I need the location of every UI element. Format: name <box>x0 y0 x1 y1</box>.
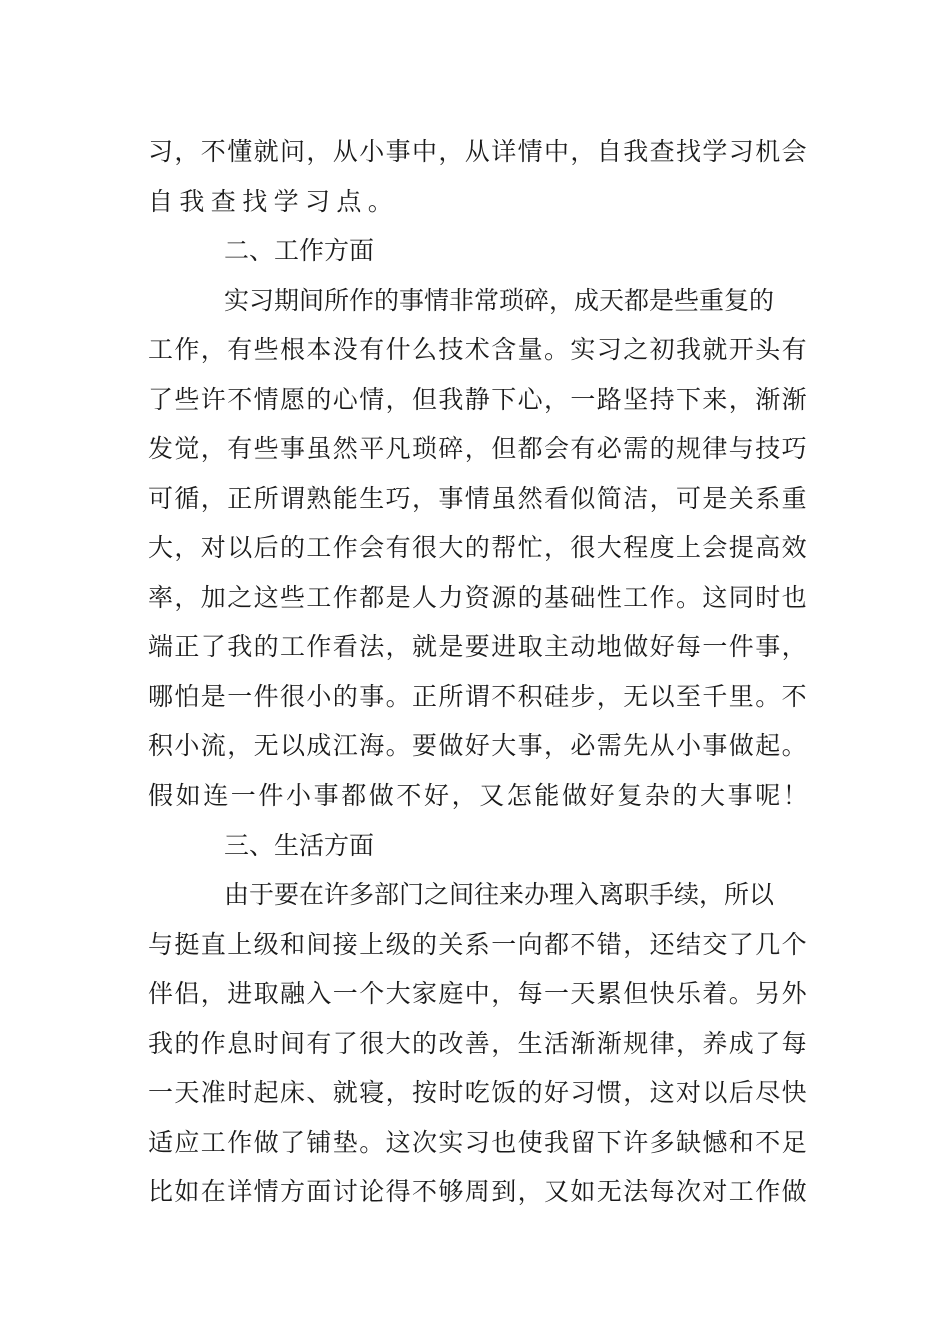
paragraph-line: 实习期间所作的事情非常琐碎，成天都是些重复的 <box>224 286 775 315</box>
paragraph-line: 自我查找学习点。 <box>148 187 400 216</box>
paragraph-line: 适应工作做了铺垫。这次实习也使我留下许多缺憾和不足 <box>148 1128 809 1157</box>
paragraph-line: 比如在详情方面讨论得不够周到，又如无法每次对工作做 <box>148 1177 809 1206</box>
paragraph-line: 假如连一件小事都做不好，又怎能做好复杂的大事呢！ <box>148 781 811 810</box>
section-heading-life: 三、生活方面 <box>224 831 375 860</box>
paragraph-line: 可循，正所谓熟能生巧，事情虽然看似简洁，可是关系重 <box>148 484 809 513</box>
paragraph-line: 率，加之这些工作都是人力资源的基础性工作。这同时也 <box>148 583 809 612</box>
paragraph-line: 端正了我的工作看法，就是要进取主动地做好每一件事， <box>148 632 809 661</box>
paragraph-line: 发觉，有些事虽然平凡琐碎，但都会有必需的规律与技巧 <box>148 434 809 463</box>
paragraph-line: 大，对以后的工作会有很大的帮忙，很大程度上会提高效 <box>148 533 809 562</box>
paragraph-line: 由于要在许多部门之间往来办理入离职手续，所以 <box>224 880 775 909</box>
paragraph-line: 与挺直上级和间接上级的关系一向都不错，还结交了几个 <box>148 930 809 959</box>
paragraph-line: 一天准时起床、就寝，按时吃饭的好习惯，这对以后尽快 <box>148 1078 809 1107</box>
paragraph-line: 我的作息时间有了很大的改善，生活渐渐规律，养成了每 <box>148 1029 809 1058</box>
paragraph-line: 工作，有些根本没有什么技术含量。实习之初我就开头有 <box>148 335 809 364</box>
paragraph-line: 积小流，无以成江海。要做好大事，必需先从小事做起。 <box>148 731 809 760</box>
paragraph-line: 伴侣，进取融入一个大家庭中，每一天累但快乐着。另外 <box>148 979 809 1008</box>
paragraph-line: 哪怕是一件很小的事。正所谓不积硅步，无以至千里。不 <box>148 682 809 711</box>
paragraph-line: 了些许不情愿的心情，但我静下心，一路坚持下来，渐渐 <box>148 385 809 414</box>
paragraph-line: 习，不懂就问，从小事中，从详情中，自我查找学习机会 <box>148 137 809 166</box>
section-heading-work: 二、工作方面 <box>224 236 375 265</box>
